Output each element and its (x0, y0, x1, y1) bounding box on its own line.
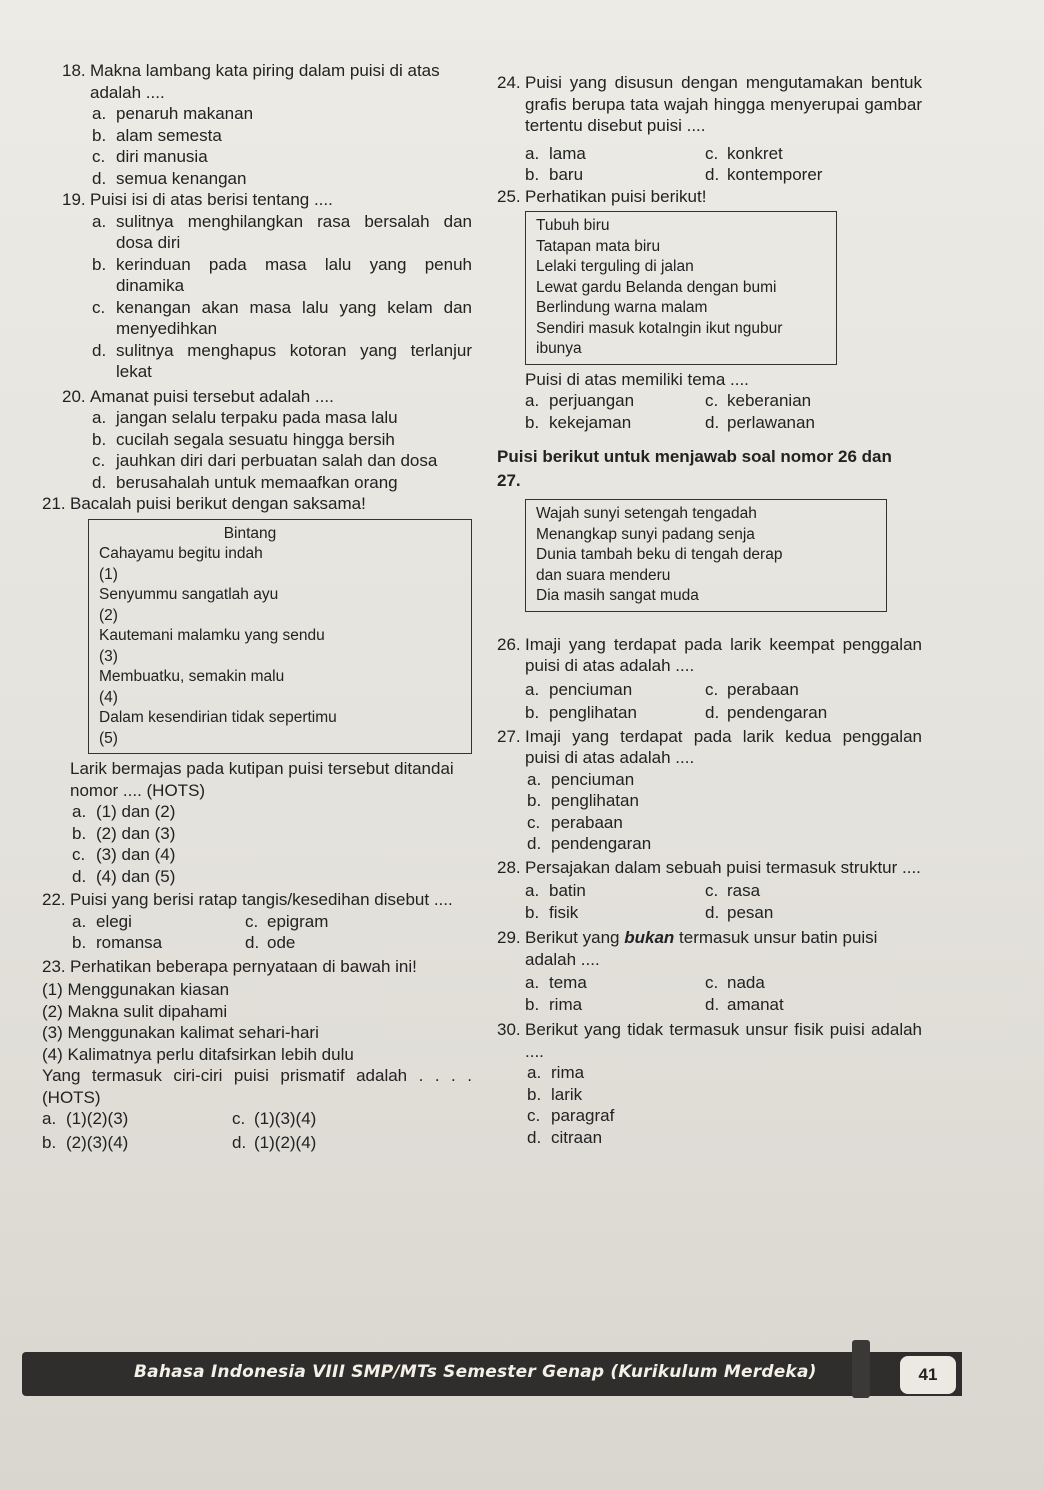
option-25-d: d. perlawanan (705, 412, 815, 432)
intro-26-27: Puisi berikut untuk menjawab soal nomor 26 dan 27. (497, 447, 892, 490)
question-21-prompt: Larik bermajas pada kutipan puisi tersebut ditandai nomor .... (HOTS) (70, 759, 454, 800)
footer-book-title: Bahasa Indonesia VIII SMP/MTs Semester Genap (Kurikulum Merdeka) (134, 1362, 817, 1382)
poem-line: Sendiri masuk kotaIngin ikut ngubur (536, 319, 783, 337)
poem-line: Berlindung warna malam (536, 299, 708, 316)
question-28: 28. Persajakan dalam sebuah puisi termasuk struktur .... a. batin c. rasa b. fisik d. pesan (497, 857, 921, 922)
question-21-text: Bacalah puisi berikut dengan saksama! (70, 494, 366, 513)
question-18-text: Makna lambang kata piring dalam puisi di atas adalah .... (90, 61, 440, 102)
poem-line: Lewat gardu Belanda dengan bumi (536, 278, 777, 296)
option-29-a: a. tema (525, 973, 587, 992)
poem-line-number: (4) (99, 688, 118, 706)
options-26 (525, 679, 922, 701)
poem-line: Lelaki terguling di jalan (536, 258, 694, 275)
question-25-text: Perhatikan puisi berikut! (525, 186, 707, 206)
question-22: 22. Puisi yang berisi ratap tangis/kesedihan disebut .... a. elegi c. epigram b. romansa d. ode (42, 889, 472, 954)
poem-line: Wajah sunyi setengah tengadah (536, 505, 757, 522)
option-24-d: d. kontemporer (705, 165, 823, 184)
option-20-d: d. berusahalah untuk memaafkan orang (92, 472, 398, 492)
option-28-d: d. pesan (705, 902, 774, 922)
poem-line: Dunia tambah beku di tengah derap (536, 546, 783, 563)
footer-bar (22, 1352, 962, 1396)
option-30-a: a. rima (527, 1063, 585, 1082)
poem-bintang-box (88, 519, 472, 755)
options-25-2 (525, 412, 922, 434)
options-24-2 (525, 164, 922, 186)
poem-line: Cahayamu begitu indah (99, 545, 263, 562)
option-20-c: c. jauhkan diri dari perbuatan salah dan dosa (92, 451, 438, 470)
option-30-c: c. paragraf (527, 1106, 615, 1125)
options-23-2 (42, 1132, 472, 1154)
option-26-d: d. pendengaran (705, 703, 828, 722)
question-19-text: Puisi isi di atas berisi tentang .... (90, 190, 333, 209)
poem-line: Dia masih sangat muda (536, 587, 699, 604)
options-26-2 (525, 702, 922, 724)
poem-26-27-box (525, 499, 887, 612)
option-28-b: b. fisik (525, 902, 579, 922)
option-30-b: b. larik (527, 1084, 583, 1104)
option-22-b: b. romansa (72, 933, 163, 952)
option-21-a: a. (1) dan (2) (72, 802, 176, 821)
poem-line: dan suara menderu (536, 566, 671, 584)
option-19-c: c. kenangan akan masa lalu yang kelam dan menyedihkan (92, 297, 472, 338)
options-28-2 (525, 902, 922, 924)
options-23 (42, 1108, 472, 1130)
poem-line: Dalam kesendirian tidak sepertimu (99, 709, 337, 726)
option-25-b: b. kekejaman (525, 412, 632, 432)
option-21-b: b. (2) dan (3) (72, 823, 176, 843)
options-29-2 (525, 994, 922, 1016)
poem-line: Tatapan mata biru (536, 237, 661, 255)
poem-line-number: (1) (99, 565, 118, 583)
option-20-a: a. jangan selalu terpaku pada masa lalu (92, 408, 398, 427)
question-29: 29. Berikut yang bukan termasuk unsur batin puisi adalah .... a. tema c. nada b. rima d. amanat (497, 927, 922, 1015)
option-21-d: d. (4) dan (5) (72, 866, 176, 886)
option-23-c: c. (1)(3)(4) (232, 1109, 317, 1128)
statement-4: (4) Kalimatnya perlu ditafsirkan lebih dulu (42, 1044, 354, 1064)
option-22-c: c. epigram (245, 911, 329, 931)
poem-line: Tubuh biru (536, 217, 610, 234)
question-30: 30. Berikut yang tidak termasuk unsur fisik puisi adalah .... a. rima b. larik c. paragraf d. citraan (497, 1020, 922, 1147)
question-18: 18. Makna lambang kata piring dalam puisi di atas adalah .... a. penaruh makanan b. alam semesta c. diri manusia d. semua kenangan (62, 60, 472, 189)
options-24 (525, 143, 922, 165)
question-20-text: Amanat puisi tersebut adalah .... (90, 386, 334, 406)
poem-line-number: (3) (99, 647, 118, 665)
option-23-b: b. (2)(3)(4) (42, 1132, 129, 1152)
option-29-d: d. amanat (705, 994, 784, 1014)
left-column (42, 60, 472, 1153)
poem-25-box (525, 211, 837, 365)
poem-line: ibunya (536, 340, 582, 357)
poem-line-number: (2) (99, 606, 118, 624)
option-28-c: c. rasa (705, 881, 761, 900)
option-26-b: b. penglihatan (525, 703, 637, 722)
footer-decoration (852, 1340, 870, 1398)
poem-line: Menangkap sunyi padang senja (536, 525, 755, 543)
option-18-b: b. alam semesta (92, 125, 222, 145)
statement-3: (3) Menggunakan kalimat sehari-hari (42, 1023, 319, 1042)
option-27-c: c. perabaan (527, 812, 623, 832)
question-24: 24. Puisi yang disusun dengan mengutamakan bentuk grafis berupa tata wajah hingga menyerupai gambar tertentu disebut puisi .... a. lama c. konkret b. baru d. kontemporer (497, 73, 922, 184)
question-23: 23. Perhatikan beberapa pernyataan di bawah ini! (1) Menggunakan kiasan (2) Makna sulit dipahami (3) Menggunakan kalimat sehari-hari (4) Kalimatnya perlu ditafsirkan lebih dulu Yang termasuk ciri-ciri puisi prismatif adalah . . . . (HOTS) a. (1)(2)(3) c. (1)(3)(4) b. (2)(3)(4) d. (1)(2)(4) (42, 956, 472, 1152)
question-23-text: Perhatikan beberapa pernyataan di bawah ini! (70, 956, 417, 976)
poem-title: Bintang (223, 524, 277, 542)
options-22-2 (70, 932, 472, 954)
option-27-d: d. pendengaran (527, 834, 652, 853)
option-25-a: a. perjuangan (525, 391, 635, 410)
option-26-a: a. penciuman (525, 679, 633, 699)
question-24-text: Puisi yang disusun dengan mengutamakan bentuk grafis berupa tata wajah hingga menyerupai gambar tertentu disebut puisi .... (525, 73, 922, 135)
question-30-text: Berikut yang tidak termasuk unsur fisik puisi adalah .... (525, 1020, 922, 1061)
option-30-d: d. citraan (527, 1127, 603, 1147)
question-28-text: Persajakan dalam sebuah puisi termasuk struktur .... (525, 857, 921, 877)
question-27-text: Imaji yang terdapat pada larik kedua penggalan puisi di atas adalah .... (525, 726, 922, 767)
option-18-a: a. penaruh makanan (92, 104, 254, 123)
option-24-b: b. baru (525, 165, 584, 184)
option-19-b: b. kerinduan pada masa lalu yang penuh dinamika (92, 254, 472, 295)
option-23-a: a. (1)(2)(3) (42, 1109, 129, 1128)
option-25-c: c. keberanian (705, 391, 812, 410)
option-23-d: d. (1)(2)(4) (232, 1132, 317, 1152)
option-20-b: b. cucilah segala sesuatu hingga bersih (92, 429, 395, 449)
option-18-c: c. diri manusia (92, 147, 208, 166)
option-22-d: d. ode (245, 933, 296, 952)
option-19-d: d. sulitnya menghapus kotoran yang terlanjur lekat (92, 340, 472, 381)
option-24-c: c. konkret (705, 143, 783, 163)
option-28-a: a. batin (525, 881, 586, 900)
statement-1: (1) Menggunakan kiasan (42, 980, 230, 999)
statement-2: (2) Makna sulit dipahami (42, 1001, 228, 1021)
question-20: 20. Amanat puisi tersebut adalah .... a. jangan selalu terpaku pada masa lalu b. cucilah segala sesuatu hingga bersih c. jauhkan diri dari perbuatan salah dan dosa d. berusahalah untuk memaafkan orang (62, 386, 472, 494)
options-25 (525, 390, 922, 412)
option-27-b: b. penglihatan (527, 791, 639, 810)
options-29 (525, 972, 922, 994)
question-29-text: Berikut yang bukan termasuk unsur batin puisi adalah .... (525, 928, 878, 969)
options-28 (525, 880, 922, 902)
poem-line-number: (5) (99, 729, 118, 747)
question-25: 25. Perhatikan puisi berikut! Tubuh biru Tatapan mata biru Lelaki terguling di jalan Lewat gardu Belanda dengan bumi Berlindung warna malam Sendiri masuk kotaIngin ikut ngubur ibunya Puisi di atas memiliki tema .... a. perjuangan c. keberanian b. kekejaman d. perlawanan (497, 186, 922, 434)
option-27-a: a. penciuman (527, 769, 635, 789)
question-19: 19. Puisi isi di atas berisi tentang .... a. sulitnya menghilangkan rasa bersalah dan dosa diri b. kerinduan pada masa lalu yang penuh dinamika c. kenangan akan masa lalu yang kelam dan menyedihkan d. sulitnya menghapus kotoran yang terlanjur lekat (62, 190, 472, 381)
question-22-text: Puisi yang berisi ratap tangis/kesedihan disebut .... (70, 890, 453, 909)
option-22-a: a. elegi (72, 911, 132, 931)
poem-line: Kautemani malamku yang sendu (99, 627, 325, 644)
question-23-prompt: Yang termasuk ciri-ciri puisi prismatif adalah . . . . (HOTS) (42, 1066, 472, 1107)
option-29-b: b. rima (525, 994, 583, 1014)
options-22 (70, 911, 472, 933)
question-21: 21. Bacalah puisi berikut dengan saksama! Bintang Cahayamu begitu indah (1) Senyummu sangatlah ayu (2) Kautemani malamku yang sendu (3) Membuatku, semakin malu (4) Dalam kesendirian tidak sepertimu (5) Larik bermajas pada kutipan puisi tersebut ditandai nomor .... (HOTS) a. (1) dan (2) b. (2) dan (3) c. (3) dan (4) d. (4) dan (5) (42, 493, 472, 887)
poem-line: Senyummu sangatlah ayu (99, 586, 279, 603)
option-18-d: d. semua kenangan (92, 168, 247, 188)
page-number: 41 (898, 1354, 958, 1396)
option-21-c: c. (3) dan (4) (72, 845, 176, 864)
option-24-a: a. lama (525, 143, 586, 163)
option-19-a: a. sulitnya menghilangkan rasa bersalah dan dosa diri (92, 211, 472, 252)
right-column (497, 72, 922, 1148)
question-26: 26. Imaji yang terdapat pada larik keempat penggalan puisi di atas adalah .... a. penciuman c. perabaan b. penglihatan d. pendengaran (497, 634, 922, 722)
question-26-text: Imaji yang terdapat pada larik keempat penggalan puisi di atas adalah .... (525, 634, 922, 675)
poem-line: Membuatku, semakin malu (99, 668, 285, 685)
question-25-prompt: Puisi di atas memiliki tema .... (525, 369, 749, 389)
option-29-c: c. nada (705, 973, 765, 992)
option-26-c: c. perabaan (705, 679, 799, 699)
question-27: 27. Imaji yang terdapat pada larik kedua penggalan puisi di atas adalah .... a. penciuman b. penglihatan c. perabaan d. pendengaran (497, 726, 922, 853)
